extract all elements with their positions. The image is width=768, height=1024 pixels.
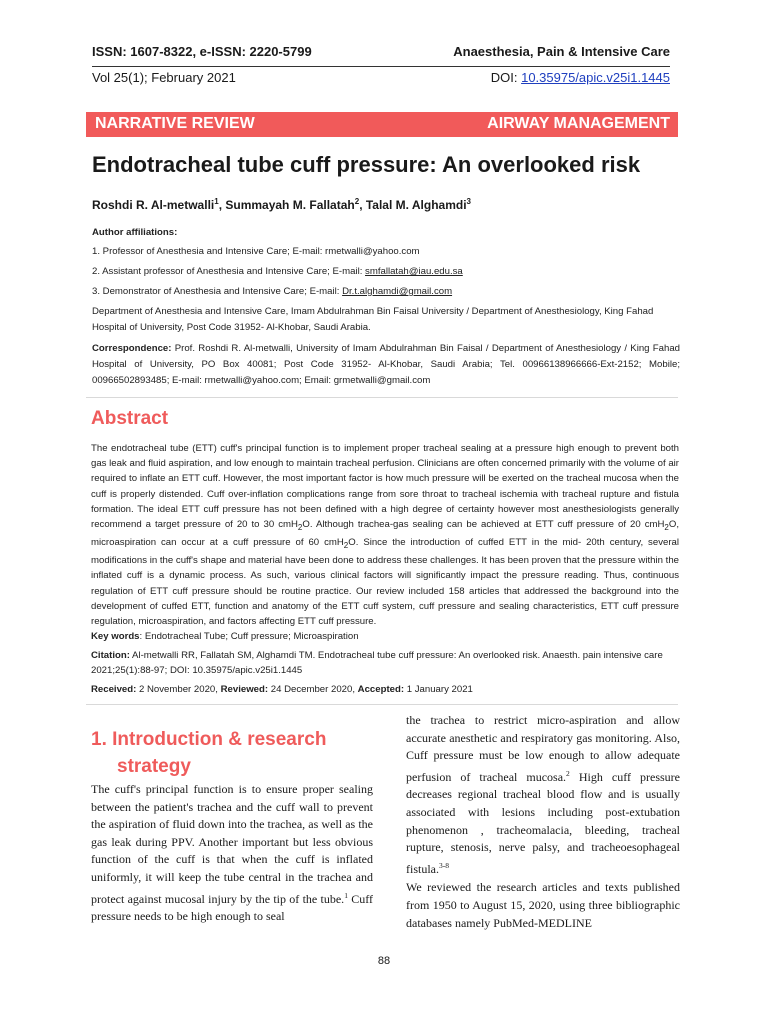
reviewed-label: Reviewed: [220, 684, 269, 695]
reference-mark: 3-8 [439, 860, 449, 870]
page-number: 88 [377, 955, 391, 967]
citation-text: Al-metwalli RR, Fallatah SM, Alghamdi TM. Endotracheal tube cuff pressure: An overlooked risk. Anaesth. pain intensive care 2021;25(1):88-97; DOI: 10.35975/apic.v25i1.1445 [91, 650, 663, 676]
affiliation-3-text: 3. Demonstrator of Anesthesia and Intensive Care; E-mail: [92, 286, 343, 297]
journal-header [92, 44, 670, 64]
reference-mark: 2 [566, 768, 570, 778]
abstract-text: O. Since the introduction of cuffed ETT in the mid- 20th century, several modifications in the cuff's shape and material have been done to address these challenges. It has been proven that the pressure within the inflated cuff is a dynamic process. As such, various clinical factors will significantly impact the pressure reading. Thus, continuous regulation of ETT cuff pressure should be routine practice. Our review included 158 articles that addressed the background into the development of cuffed ETT, function and anatomy of the ETT cuff system, cuff pressure and sealing characteristics, ETT cuff pressure regulation, microaspiration, and factors affecting ETT cuff pressure. [91, 537, 679, 628]
article-category-label: AIRWAY MANAGEMENT [487, 115, 670, 132]
keywords-label: Key words [91, 631, 140, 642]
accepted-date: 1 January 2021 [404, 684, 473, 695]
subscript: 2 [664, 522, 669, 532]
department-info: Department of Anesthesia and Intensive Care, Imam Abdulrahman Bin Faisal University / Department of Anesthesiology, King Fahad Hospital of University, Post Code 31952- Al-Khobar, Saudi Arabia. [92, 306, 654, 333]
abstract-text: The endotracheal tube (ETT) cuff's principal function is to implement proper tracheal sealing at a pressure high enough to prevent both gas leak and fluid aspiration, and low enough to maintain tracheal perfusion. Clinicians are often concerned primarily with the volume of air required to inflate an ETT cuff. However, the most important factor is how much pressure will be exerted on the tracheal mucosa when the cuff is properly distended. Cuff over-inflation complications range from sore throat to tracheal ischemia with tracheal rupture and fistula formation. The ideal ETT cuff pressure has not been defined with a high degree of certainty however most anesthesiologists generally recommend a target pressure of 20 to 30 cmH [91, 443, 679, 531]
body-paragraph [406, 712, 680, 878]
accepted-label: Accepted: [357, 684, 405, 695]
author-name: , Summayah M. Fallatah [218, 198, 355, 212]
author-affiliation-mark: 3 [466, 197, 471, 206]
body-text: The cuff's principal function is to ensure proper sealing between the patient's trachea and the cuff wall to prevent the aspiration of fluid down into the trachea, as well as the gas leak during PPV. Another important but less obvious function of the cuff is that when the cuff is inflated uniformly, it will keep the tube central in the trachea and protect against mucosal injury by the tip of the tube. [91, 782, 373, 906]
affiliation-3 [92, 284, 452, 300]
body-text: Cuff pressure needs to be high enough to seal [91, 891, 374, 924]
citation [91, 648, 679, 678]
abstract-text: O. Although trachea-gas sealing can be achieved at ETT cuff pressure of 20 cmH [302, 519, 665, 531]
received-date: 2 November 2020, [136, 684, 221, 695]
keywords-text: : Endotracheal Tube; Cuff pressure; Microaspiration [139, 631, 359, 642]
reviewed-date: 24 December 2020, [268, 684, 358, 695]
keywords [91, 631, 679, 642]
body-column-right [406, 712, 680, 932]
affiliation-2-text: 2. Assistant professor of Anesthesia and Intensive Care; E-mail: [92, 266, 366, 277]
abstract-text: O, microaspiration can occur at a cuff pressure of 60 cmH [91, 519, 680, 549]
article-dates [91, 684, 679, 695]
received-label: Received: [91, 684, 137, 695]
header-divider [92, 66, 670, 67]
abstract-heading: Abstract [91, 408, 169, 429]
correspondence-text: Prof. Roshdi R. Al-metwalli, University of Imam Abdulrahman Bin Faisal / Department of Anesthesiology / King Fahad Hospital of University, PO Box 40081; Post Code 31952- Al-Khobar, Saudi Arabia; Tel. 00966138966666-Ext-2152; Mobile; 00966502893485; E-mail: rmetwalli@yahoo.com; Email: grmetwalli@gmail.com [92, 343, 680, 386]
citation-label: Citation: [91, 650, 130, 661]
subscript: 2 [343, 541, 349, 551]
article-type-banner [86, 112, 678, 137]
affiliation-2-email-link[interactable]: smfallatah@iau.edu.sa [365, 266, 463, 277]
volume-text: Vol 25(1); February 2021 [92, 70, 236, 85]
doi-link[interactable]: 10.35975/apic.v25i1.1445 [521, 70, 670, 85]
doi-text [491, 70, 670, 85]
author-name: Roshdi R. Al-metwalli [92, 198, 215, 212]
section-heading-line: 1. Introduction & research [91, 729, 327, 750]
doi-label: DOI: [490, 70, 522, 85]
subscript: 2 [297, 522, 303, 532]
body-paragraph: We reviewed the research articles and texts published from 1950 to August 15, 2020, using three bibliographic databases namely PubMed-MEDLINE [406, 880, 680, 930]
article-title: Endotracheal tube cuff pressure: An overlooked risk [92, 152, 641, 177]
body-text: High cuff pressure decreases regional tracheal blood flow and is usually associated with lesions including post-extubation phenomenon , tracheomalacia, bleeding, tracheal rupture, stenosis, nerve palsy, and tracheoesophageal fistula. [406, 769, 680, 876]
author-name: , Talal M. Alghamdi [359, 198, 467, 212]
affiliation-3-email-link[interactable]: Dr.t.alghamdi@gmail.com [342, 286, 453, 297]
reference-mark: 1 [344, 890, 348, 900]
journal-name: Anaesthesia, Pain & Intensive Care [453, 44, 670, 59]
author-affiliation-mark: 2 [354, 197, 360, 206]
correspondence-label: Correspondence: [92, 343, 172, 354]
abstract-divider [86, 397, 678, 398]
author-affiliation-mark: 1 [214, 197, 219, 206]
body-column-left [91, 781, 373, 926]
abstract-body [91, 441, 679, 629]
section-heading-line: strategy [117, 756, 191, 777]
issn-text: ISSN: 1607-8322, e-ISSN: 2220-5799 [92, 44, 312, 59]
affiliation-2 [92, 264, 463, 280]
affiliation-1: 1. Professor of Anesthesia and Intensive Care; E-mail: rmetwalli@yahoo.com [92, 246, 420, 257]
affiliations-heading: Author affiliations: [92, 227, 178, 238]
body-text: the trachea to restrict micro-aspiration and allow accurate anesthetic and respiratory gas monitoring. Also, Cuff pressure must be low enough to allow adequate perfusion of tracheal mucosa. [406, 713, 680, 784]
journal-subheader [92, 70, 670, 90]
section-heading [91, 726, 381, 780]
author-list [92, 197, 692, 212]
correspondence-block [92, 341, 680, 389]
dates-divider [86, 704, 678, 705]
article-type-label: NARRATIVE REVIEW [95, 115, 255, 132]
